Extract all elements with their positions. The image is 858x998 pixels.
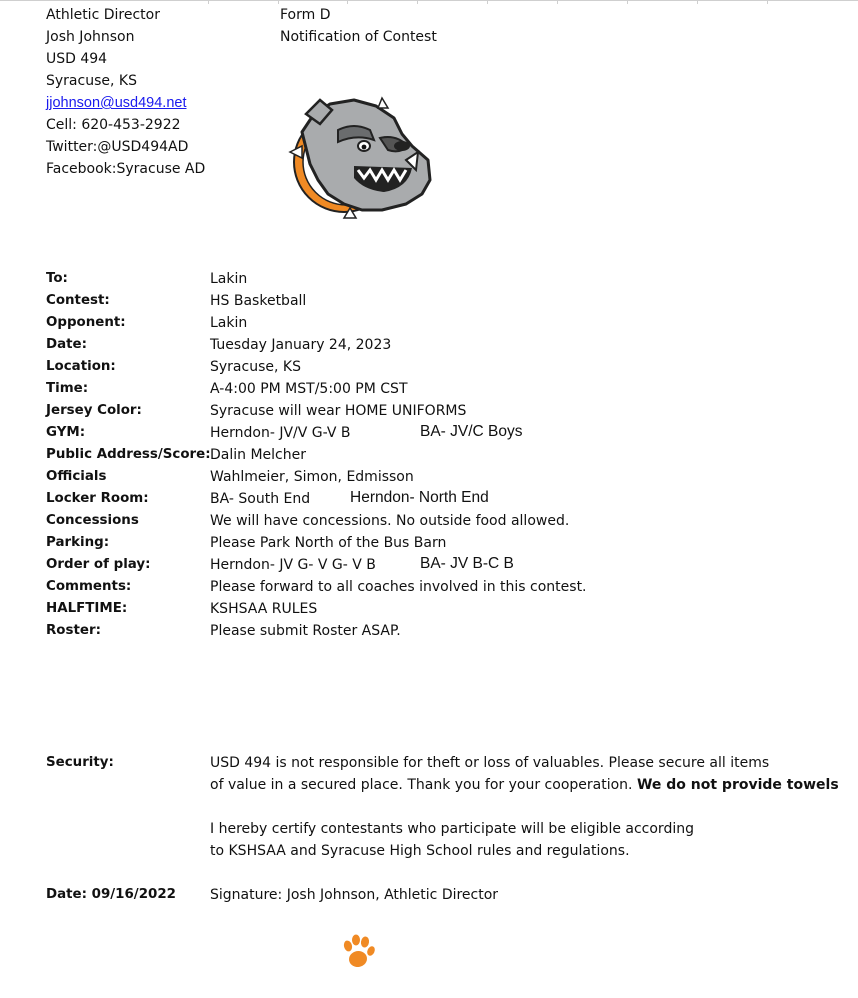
comments-label: Comments: [46, 579, 132, 594]
opponent-label: Opponent: [46, 315, 126, 330]
paw-print-icon [338, 932, 378, 972]
security-line-2 [210, 776, 839, 794]
email-link[interactable]: jjohnson@usd494.net [46, 95, 187, 111]
officials-value: Wahlmeier, Simon, Edmisson [210, 469, 414, 485]
gym-extra: BA- JV/C Boys [420, 423, 523, 440]
footer-date: Date: 09/16/2022 [46, 887, 176, 902]
jersey-value: Syracuse will wear HOME UNIFORMS [210, 403, 467, 419]
page-top-rule [0, 0, 858, 4]
pa-label: Public Address/Score: [46, 447, 211, 462]
roster-label: Roster: [46, 623, 101, 638]
parking-label: Parking: [46, 535, 110, 550]
header-name-line: Josh Johnson [46, 29, 135, 45]
to-value: Lakin [210, 271, 248, 287]
locker-value: BA- South End [210, 491, 311, 507]
header-title-line: Athletic Director [46, 7, 160, 23]
order-label: Order of play: [46, 557, 151, 572]
security-line-1: USD 494 is not responsible for theft or loss of valuables. Please secure all items [210, 755, 770, 771]
officials-label: Officials [46, 469, 107, 484]
gym-label: GYM: [46, 425, 86, 440]
signature-line: Signature: Josh Johnson, Athletic Director [210, 887, 499, 903]
concessions-value: We will have concessions. No outside food allowed. [210, 513, 570, 529]
bulldog-logo [284, 94, 434, 226]
contest-value: HS Basketball [210, 293, 307, 309]
contest-label: Contest: [46, 293, 110, 308]
form-id: Form D [280, 7, 331, 23]
date-label: Date: [46, 337, 87, 352]
header-city-line: Syracuse, KS [46, 73, 137, 89]
towels-notice: We do not provide towels [636, 777, 839, 793]
header-facebook-line: Facebook:Syracuse AD [46, 161, 206, 177]
halftime-label: HALFTIME: [46, 601, 128, 616]
order-value: Herndon- JV G- V G- V B [210, 557, 376, 573]
locker-extra: Herndon- North End [350, 489, 489, 506]
locker-label: Locker Room: [46, 491, 149, 506]
roster-value: Please submit Roster ASAP. [210, 623, 401, 639]
certify-line-2: to KSHSAA and Syracuse High School rules and regulations. [210, 843, 630, 859]
halftime-value: KSHSAA RULES [210, 601, 318, 617]
location-label: Location: [46, 359, 116, 374]
location-value: Syracuse, KS [210, 359, 301, 375]
order-extra: BA- JV B-C B [420, 555, 514, 572]
header-district-line: USD 494 [46, 51, 108, 67]
date-value: Tuesday January 24, 2023 [210, 337, 392, 353]
jersey-label: Jersey Color: [46, 403, 142, 418]
header-twitter-line: Twitter:@USD494AD [46, 139, 189, 155]
time-label: Time: [46, 381, 89, 396]
certify-line-1: I hereby certify contestants who participate will be eligible according [210, 821, 694, 837]
concessions-label: Concessions [46, 513, 139, 528]
to-label: To: [46, 271, 68, 286]
comments-value: Please forward to all coaches involved in this contest. [210, 579, 587, 595]
time-value: A-4:00 PM MST/5:00 PM CST [210, 381, 408, 397]
gym-value: Herndon- JV/V G-V B [210, 425, 351, 441]
opponent-value: Lakin [210, 315, 248, 331]
header-cell-line: Cell: 620-453-2922 [46, 117, 181, 133]
pa-value: Dalin Melcher [210, 447, 306, 463]
form-title: Notification of Contest [280, 29, 437, 45]
security-label: Security: [46, 755, 114, 770]
parking-value: Please Park North of the Bus Barn [210, 535, 447, 551]
security-line-2-text: of value in a secured place. Thank you for your cooperation. [210, 777, 633, 793]
